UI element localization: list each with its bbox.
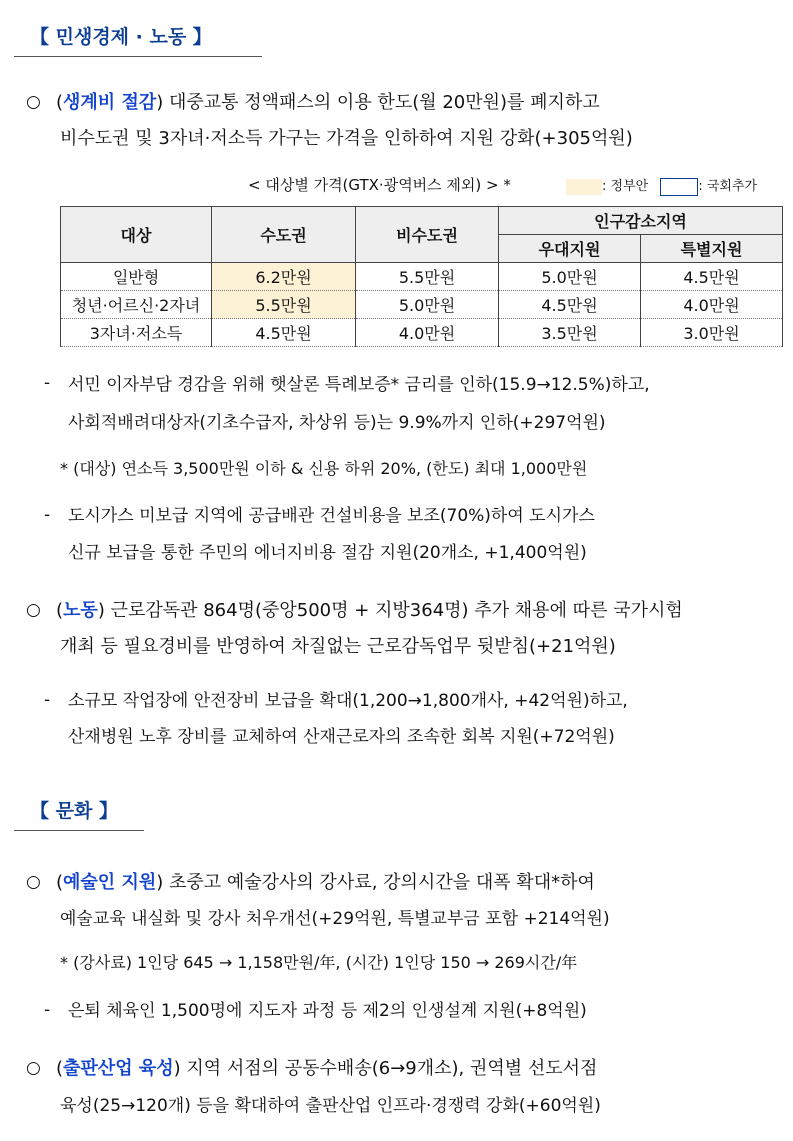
- p1-line2: 비수도권 및 3자녀·저소득 가구는 가격을 인하하여 지원 강화(+305억원): [60, 128, 633, 149]
- p1-label: 생계비 절감: [63, 92, 157, 113]
- cell-noncapital: 4.0만원: [356, 319, 499, 347]
- circle-bullet-icon: ○: [26, 92, 41, 112]
- section-title-culture: 【 문화 】: [30, 800, 118, 822]
- p2-label: 노동: [63, 600, 98, 621]
- cell-target: 일반형: [61, 263, 212, 291]
- p3-label: 예술인 지원: [63, 872, 157, 893]
- th-special: 특별지원: [641, 235, 783, 263]
- th-capital: 수도권: [212, 207, 356, 263]
- cell-capital: 6.2만원: [212, 263, 356, 291]
- section-underline: [14, 830, 144, 831]
- section-underline: [14, 56, 262, 57]
- p4-line2: 육성(25→120개) 등을 확대하여 출판산업 인프라·경쟁력 강화(+60억원): [60, 1096, 601, 1116]
- d2-line2: 신규 보급을 통한 주민의 에너지비용 절감 지원(20개소, +1,400억원): [68, 543, 587, 563]
- cell-capital: 5.5만원: [212, 291, 356, 319]
- dash-bullet-icon: -: [44, 690, 51, 710]
- th-noncapital: 비수도권: [356, 207, 499, 263]
- p4-line1: (출판산업 육성) 지역 서점의 공동수배송(6→9개소), 권역별 선도서점: [56, 1058, 598, 1079]
- p1-line1: (생계비 절감) 대중교통 정액패스의 이용 한도(월 20만원)를 폐지하고: [56, 92, 600, 113]
- cell-special: 4.5만원: [641, 263, 783, 291]
- legend: : 정부안 : 국회추가: [566, 175, 757, 196]
- p2-line1: (노동) 근로감독관 864명(중앙500명 + 지방364명) 추가 채용에 따른 국가시험: [56, 600, 683, 621]
- p4-label: 출판산업 육성: [63, 1058, 174, 1079]
- circle-bullet-icon: ○: [26, 1058, 41, 1078]
- cell-target: 3자녀·저소득: [61, 319, 212, 347]
- section-title-economy: 【 민생경제 · 노동 】: [30, 26, 212, 48]
- cell-noncapital: 5.5만원: [356, 263, 499, 291]
- cell-pref: 4.5만원: [499, 291, 641, 319]
- cell-special: 3.0만원: [641, 319, 783, 347]
- table-row: [61, 319, 783, 347]
- circle-bullet-icon: ○: [26, 600, 41, 620]
- cell-pref: 5.0만원: [499, 263, 641, 291]
- d1-line1: 서민 이자부담 경감을 위해 햇살론 특례보증* 금리를 인하(15.9→12.5%)하고,: [68, 375, 650, 395]
- dash-bullet-icon: -: [44, 1000, 51, 1020]
- legend-assembly-swatch: [660, 178, 698, 196]
- th-target: 대상: [61, 207, 212, 263]
- cell-pref: 3.5만원: [499, 319, 641, 347]
- d1-line2: 사회적배려대상자(기초수급자, 차상위 등)는 9.9%까지 인하(+297억원): [68, 413, 606, 433]
- table-caption: < 대상별 가격(GTX·광역버스 제외) > *: [248, 176, 511, 194]
- circle-bullet-icon: ○: [26, 872, 41, 892]
- legend-gov-swatch: [566, 179, 602, 195]
- d1-note: * (대상) 연소득 3,500만원 이하 & 신용 하위 20%, (한도) 최대 1,000만원: [60, 459, 588, 478]
- table-row: [61, 263, 783, 291]
- d2-line1: 도시가스 미보급 지역에 공급배관 건설비용을 보조(70%)하여 도시가스: [68, 506, 595, 526]
- th-pref: 우대지원: [499, 235, 641, 263]
- cell-capital: 4.5만원: [212, 319, 356, 347]
- p3-line2: 예술교육 내실화 및 강사 처우개선(+29억원, 특별교부금 포함 +214억원): [60, 909, 610, 929]
- cell-noncapital: 5.0만원: [356, 291, 499, 319]
- price-table: [60, 206, 783, 347]
- dash-bullet-icon: -: [44, 373, 51, 393]
- table-row: [61, 291, 783, 319]
- p2-line2: 개최 등 필요경비를 반영하여 차질없는 근로감독업무 뒷받침(+21억원): [60, 636, 616, 657]
- p3-line1: (예술인 지원) 초중고 예술강사의 강사료, 강의시간을 대폭 확대*하여: [56, 872, 595, 893]
- th-pop: 인구감소지역: [499, 207, 783, 235]
- dash-bullet-icon: -: [44, 505, 51, 525]
- p3-note: * (강사료) 1인당 645 → 1,158만원/年, (시간) 1인당 150 → 269시간/年: [60, 953, 578, 972]
- cell-special: 4.0만원: [641, 291, 783, 319]
- cell-target: 청년·어르신·2자녀: [61, 291, 212, 319]
- d4-line1: 은퇴 체육인 1,500명에 지도자 과정 등 제2의 인생설계 지원(+8억원): [68, 1001, 587, 1021]
- d3-line1: 소규모 작업장에 안전장비 보급을 확대(1,200→1,800개사, +42억원)하고,: [68, 691, 628, 711]
- d3-line2: 산재병원 노후 장비를 교체하여 산재근로자의 조속한 회복 지원(+72억원): [68, 727, 615, 747]
